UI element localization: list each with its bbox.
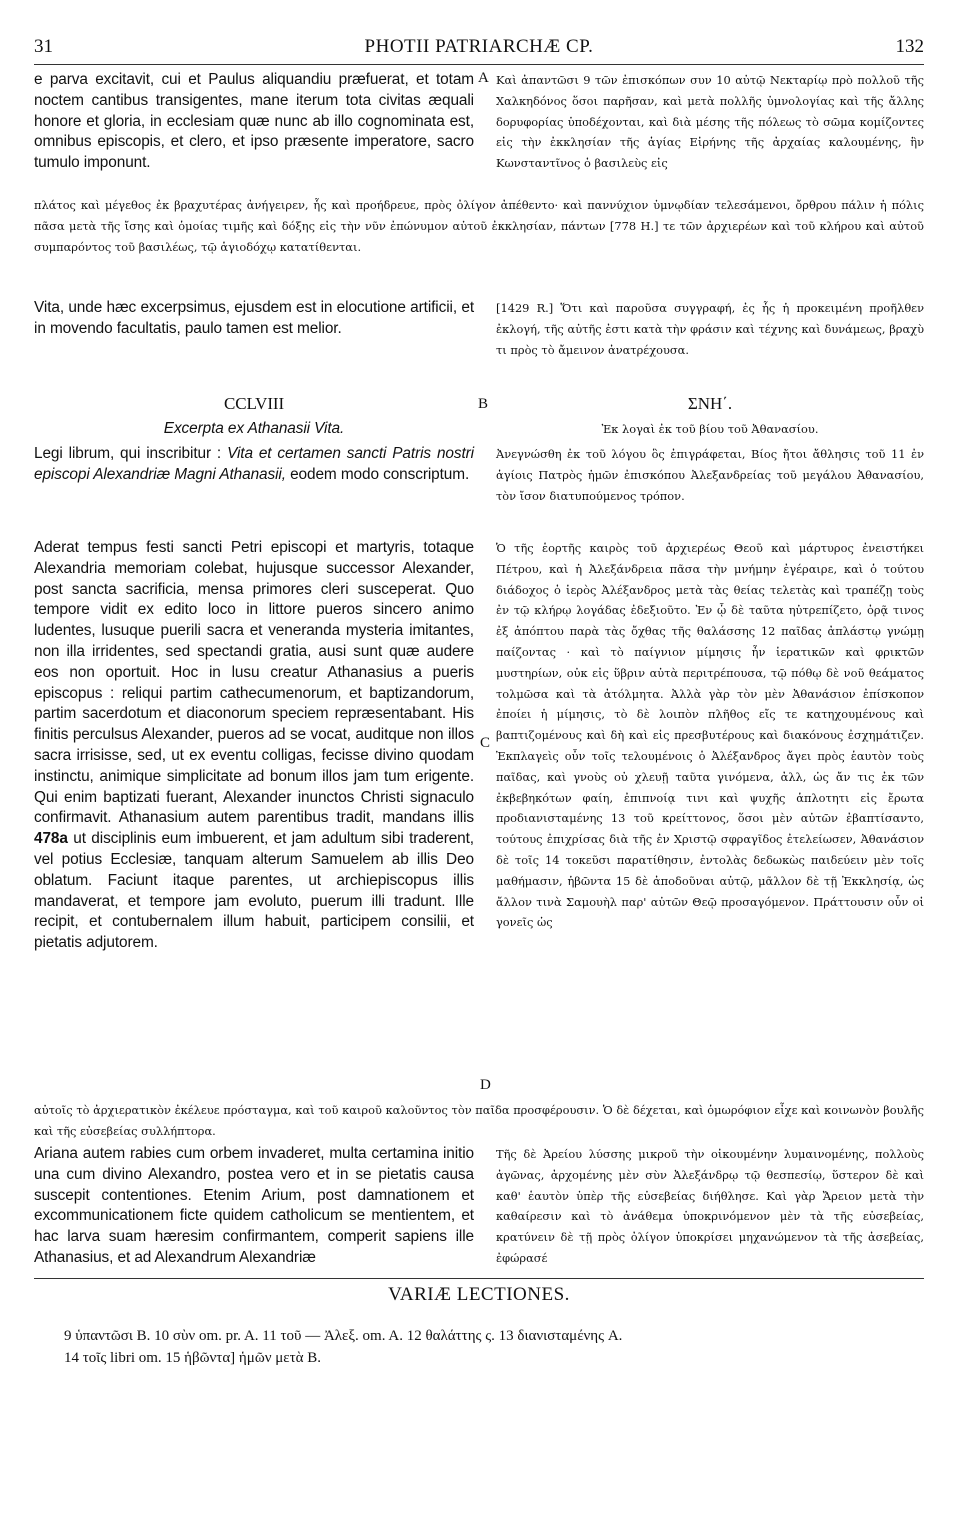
page-column-number-left: 31 <box>34 36 53 57</box>
running-title: PHOTII PATRIARCHÆ CP. <box>364 36 594 57</box>
latin-column-block-3 <box>34 538 474 954</box>
variant-readings-line-2: 14 τοῖς libri om. 15 ἡβῶντα] ἡμῶν μετὰ B. <box>64 1350 321 1366</box>
section-number-latin: CCLVIII <box>223 394 285 413</box>
greek-full-width-block-3: αὐτοῖς τὸ ἀρχιερατικὸν ἐκέλευε πρόσταγμα, καὶ τοῦ καιροῦ καλοῦντος τὸν παῖδα προσφέρουσιν. Ὁ δὲ δέχεται, καὶ ὁμωρόφιον εἶχε καὶ κοινωνὸν βουλῆς καὶ τῆς εὐσεβείας συλλήπτορα. <box>34 1103 924 1138</box>
footnote-rule <box>34 1278 924 1279</box>
section-title-latin: Excerpta ex Athanasii Vita. <box>163 420 345 437</box>
header-rule <box>34 64 924 65</box>
bekker-page-ref: 478a <box>34 830 68 848</box>
latin-column-block-1: e parva excitavit, cui et Paulus aliquandiu præfuerat, et totam noctem cantibus transigentes, mane iterum tota civitas æquali honore et gloria, in ecclesiam quæ nunc ab illo cognominata est, omnibus episcopis, et clero, et ipso præsente imperatore, sacro tumulo imponunt. <box>34 71 474 172</box>
latin-column-block-4: Ariana autem rabies cum orbem invaderet, multa certamina initio una cum divino Alexandro, postea vero et in se pietatis causa suscepit contentiones. Etenim Arium, post damnationem et excommunicationem ficte quidem catholicum se mentientem, et hac larva suam hæresim confirmantem, comperit sapiens ille Athanasius, et ad Alexandrum Alexandriæ <box>34 1145 474 1266</box>
greek-full-width-block-1: πλάτος καὶ μέγεθος ἐκ βραχυτέρας ἀνήγειρεν, ἧς καὶ προήδρευε, πρὸς ὀλίγον ἀπέθεντο· καὶ παννύχιον ὑμνῳδίαν τελεσάμενοι, ὄρθρου πάλιν ἡ πόλις πᾶσα μετὰ τῆς ἴσης καὶ ὁμοίας τιμῆς καὶ δόξης εἰς τὴν νῦν ἐπώνυμον αὐτοῦ ἐκκλησίαν, πάντων [778 H.] τε τῶν ἀρχιερέων καὶ τοῦ κλήρου καὶ αὐτοῦ συμπαρόντος τοῦ βασιλέως, τῷ ἁγιοδόχῳ κατατίθενται. <box>34 198 924 254</box>
margin-marker-c: C <box>480 735 491 751</box>
intro-text-2: eodem modo conscriptum. <box>285 465 470 483</box>
greek-column-block-2: [1429 R.] Ὅτι καὶ παροῦσα συγγραφή, ἐς ἧς ἡ προκειμένη προῆλθεν ἐκλογή, τῆς αὐτῆς ἐστι κατὰ τὴν φράσιν καὶ τέχνης καὶ δυνάμεως, βραχὺ τι πρὸς τὸ ἄμεινον ἀνατρέχουσα. <box>496 301 924 357</box>
margin-marker-b: B <box>478 396 489 412</box>
document-page <box>34 30 924 1510</box>
latin-text-3a: Aderat tempus festi sancti Petri episcopi et martyris, totaque Alexandria memoriam colebat, hujusque successor Alexander, post sancta sacrificia, mensa primores cleri susceperat. Quo tempore vidit ex edito loco in littore pueros sincero animo ludentes, lusuque puerili sacra et veneranda mysteria imitantes, non illa irridentes, sed spectandi gratia, ausi sunt quæ audere eos non oportuit. Hoc in lusu creatur Athanasius a pueris episcopus : reliqui partim cathecumenorum, et baptizandorum, partim sacerdotum et diaconorum speciem repræsentabant. His finitis perculsus Alexander, pueros ad se vocat, auditque non illos sacra irrisisse, sed, ut ex eventu colligas, fecisse divino quodam instinctu, animique simplicitate ad bonum illos jam tum erigente. Qui enim baptizati fuerant, Alexander inunctos Christi signaculo confirmavit. Athanasium autem parentibus tradit, mandans illis <box>34 539 474 827</box>
section-number-greek: ΣΝΗ΄. <box>687 394 733 413</box>
greek-column-block-3: Ὁ τῆς ἑορτῆς καιρὸς τοῦ ἀρχιερέως Θεοῦ καὶ μάρτυρος ἐνειστήκει Πέτρου, καὶ ἡ Ἀλεξάνδρεια πᾶσα τὴν μνήμην ἐγέραιρε, καὶ ὁ τούτου διάδοχος ὁ ἱερὸς Ἀλέξανδρος μετὰ τὰς θείας τελετὰς καὶ τραπέζῃ τοὺς ἐν τῷ κλήρῳ λογάδας ἐδεξιοῦτο. Ἐν ᾧ δὲ ταῦτα ηὐτρεπίζετο, ὁρᾷ τινος ἐξ ἀπόπτου παρὰ τὰς ὄχθας τῆς θαλάσσης 12 παῖδας ἀπλάστῳ γνώμῃ παίζοντας · καὶ τὸ παίγνιον μίμησις ἦν ἱερατικῶν καὶ φρικτῶν μυστηρίων, οὐκ εἰς ὕβριν αὐτὰ περιτρέπουσα, τῷ πόθῳ δὲ νοῦ θεάματος τολμῶσα καὶ τὰ ἀτόλμητα. Ἀλλὰ γὰρ τὸν μὲν Ἀθανάσιον ἐπίσκοπον ἐποίει ἡ μίμησις, τὸ δὲ λοιπὸν πλῆθος εἴς τε κατηχουμένους καὶ βαπτιζομένους καὶ δὴ καὶ εἰς πρεσβυτέρους καὶ διακόνους ἐσχημάτιζεν. Ἐκπλαγεὶς οὖν τοῖς τελουμένοις ὁ Ἀλέξανδρος ἄγει πρὸς ἑαυτὸν τοὺς παῖδας, καὶ γνοὺς οὐ χλευῇ ταῦτα γινόμενα, ἀλλ, ὡς ἄν τις ἐκ τῶν ἐκβεβηκότων φαίη, ἐπιπνοίᾳ τινι καὶ ψυχῆς ἁπλοτητι εἰς ἔρωτα προδιανισταμένης 13 τοῦ κρείττονος, ὅσοι μὲν αὐτῶν ἐβαπτίσαντο, τούτους ἐπιχρίσας διὰ τῆς ἐν Χριστῷ σφραγῖδος ἐτελείωσεν, Ἀθανάσιον δὲ τοῖς 14 τοκεῦσι παρατίθησιν, ἐντολὰς δεδωκὼς παιδεύειν μὲν τοῖς μαθήμασιν, ἡβῶντα 15 δὲ ἀποδοῦναι αὐτῷ, μᾶλλον δὲ τῇ Ἐκκλησίᾳ, ὡς ἄλλον τινὰ Σαμουὴλ παρ' αὐτῶν Θεῷ προσαγόμενον. Πράττουσιν οὖν οἱ γονεῖς ὡς <box>496 541 924 930</box>
variant-readings-line-1: 9 ὑπαντῶσι B. 10 σὺν om. pr. A. 11 τοῦ — Ἀλεξ. om. A. 12 θαλάττης ς. 13 διανισταμένης A. <box>64 1328 623 1344</box>
section-intro-greek: Ἀνεγνώσθη ἐκ τοῦ λόγου ὃς ἐπιγράφεται, Βίος ἤτοι ἄθλησις τοῦ 11 ἐν ἁγίοις Πατρὸς ἡμῶν ἐπισκόπου Ἀλεξανδρείας τοῦ μεγάλου Ἀθανασίου, τὸν ἴσον διατυπούμενος τρόπον. <box>496 447 924 503</box>
greek-column-block-4: Τῆς δὲ Ἀρείου λύσσης μικροῦ τὴν οἰκουμένην λυμαινομένης, πολλοὺς ἀγῶνας, ἀρχομένης μὲν σὺν Ἀλεξάνδρῳ τῷ θεσπεσίῳ, ὕστερον δὲ καὶ καθ' ἑαυτὸν ὑπὲρ τῆς εὐσεβείας διήθλησε. Καὶ γὰρ Ἄρειον μετὰ τὴν καθαίρεσιν καὶ τὸ ἀνάθεμα ὑποκρινόμενον μὲν τὰ τῆς εὐσεβείας, κρατύνειν δὲ τῇ πρὸς ὀλίγον ὑποκρίσει μηχανώμενον τὰ τῆς ἀσεβείας, ἐφώρασέ <box>496 1147 924 1265</box>
page-column-number-right: 132 <box>895 36 924 57</box>
variae-lectiones-title: VARIÆ LECTIONES. <box>388 1284 570 1305</box>
latin-text-3b: ut disciplinis eum imbuerent, et jam adultum sibi traderent, vel potius Ecclesiæ, tanquam alterum Samuelem ab illis Deo oblatum. Faciunt itaque parentes, ut archiepiscopus illis mandaverat, et tempore jam evoluto, puerum illi tradunt. Ille recipit, et contubernalem illum habuit, participem consilii, et pietatis adjutorem. <box>34 830 474 952</box>
section-title-greek: Ἐκ λογαὶ ἐκ τοῦ βίου τοῦ Ἀθανασίου. <box>601 422 819 436</box>
section-intro-latin <box>34 444 474 486</box>
greek-column-block-1: Καὶ ἀπαντῶσι 9 τῶν ἐπισκόπων συν 10 αὐτῷ Νεκταρίῳ πρὸ πολλοῦ τῆς Χαλκηδόνος ὅσοι παρῆσαν, καὶ μετὰ πολλῆς ὑμνολογίας καὶ τῆς ἄλλης δορυφορίας ὑποδέχονται, καὶ διὰ μέσης τῆς πόλεως τὸ σῶμα κομίζοντες εἰς τὴν ἐκκλησίαν τῆς ἁγίας Εἰρήνης τῆς ἀρχαίας καλουμένης, ἣν Κωνσταντῖνος ὁ βασιλεὺς εἰς <box>496 73 924 171</box>
margin-marker-d: D <box>480 1077 491 1093</box>
latin-column-block-2: Vita, unde hæc excerpsimus, ejusdem est in elocutione artificii, et in movendo facultatis, paulo tamen est melior. <box>34 299 474 337</box>
running-header <box>34 30 924 60</box>
margin-marker-a: A <box>478 70 489 86</box>
intro-text-1: Legi librum, qui inscribitur : <box>34 445 228 462</box>
book-title-italic: Vita et certamen sancti Patris nostri episcopi Alexandriæ Magni Athanasii, <box>34 445 474 483</box>
